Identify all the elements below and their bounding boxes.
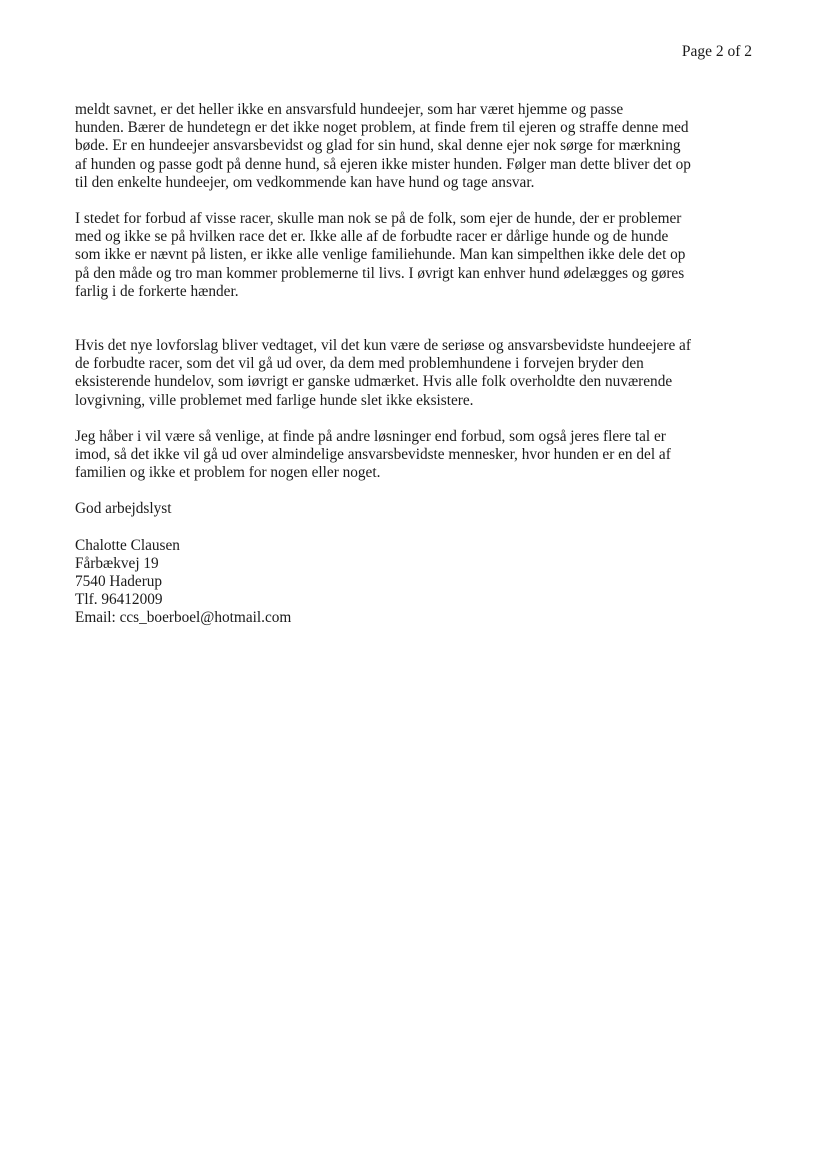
text-line: af hunden og passe godt på denne hund, så ejeren ikke mister hunden. Følger man dette bliver det op	[75, 155, 691, 173]
sender-email: Email: ccs_boerboel@hotmail.com	[75, 609, 292, 627]
text-line: meldt savnet, er det heller ikke en ansvarsfuld hundeejer, som har været hjemme og passe	[75, 101, 624, 118]
text-line: farlig i de forkerte hænder.	[75, 282, 239, 300]
text-line: hunden. Bærer de hundetegn er det ikke noget problem, at finde frem til ejeren og straffe denne med	[75, 119, 689, 137]
text-line: familien og ikke et problem for nogen eller noget.	[75, 464, 381, 482]
text-line: Jeg håber i vil være så venlige, at finde på andre løsninger end forbud, som også jeres flere tal er	[75, 427, 666, 445]
text-line: imod, så det ikke vil gå ud over almindelige ansvarsbevidste mennesker, hvor hunden er en del af	[75, 446, 671, 464]
letter-body	[75, 101, 765, 628]
text-line: de forbudte racer, som det vil gå ud over, da dem med problemhundene i forvejen bryder den	[75, 355, 644, 373]
page-number: Page 2 of 2	[681, 43, 752, 60]
text-line: bøde. Er en hundeejer ansvarsbevidst og glad for sin hund, skal denne ejer nok sørge for mærkning	[75, 137, 681, 155]
text-line: eksisterende hundelov, som iøvrigt er ganske udmærket. Hvis alle folk overholdte den nuværende	[75, 373, 673, 391]
text-line: lovgivning, ville problemet med farlige hunde slet ikke eksistere.	[75, 391, 474, 409]
paragraph-2	[75, 210, 765, 301]
text-line: God arbejdslyst	[75, 500, 172, 518]
sender-name: Chalotte Clausen	[75, 536, 180, 554]
text-line: som ikke er nævnt på listen, er ikke alle venlige familiehunde. Man kan simpelthen ikke dele det op	[75, 246, 686, 264]
text-line: I stedet for forbud af visse racer, skulle man nok se på de folk, som ejer de hunde, der er problemer	[75, 210, 682, 228]
sender-phone: Tlf. 96412009	[75, 591, 163, 609]
text-line: til den enkelte hundeejer, om vedkommende kan have hund og tage ansvar.	[75, 173, 535, 191]
signature-block	[75, 537, 765, 628]
paragraph-1	[75, 101, 765, 192]
text-line: på den måde og tro man kommer problemerne til livs. I øvrigt kan enhver hund ødelægges og gøres	[75, 264, 685, 282]
paragraph-3	[75, 337, 765, 410]
sender-street: Fårbækvej 19	[75, 554, 159, 572]
text-line: Hvis det nye lovforslag bliver vedtaget, vil det kun være de seriøse og ansvarsbevidste hundeejere af	[75, 337, 691, 355]
text-line: med og ikke se på hvilken race det er. Ikke alle af de forbudte racer er dårlige hunde og de hunde	[75, 228, 669, 246]
paragraph-4	[75, 428, 765, 483]
sender-city: 7540 Haderup	[75, 573, 163, 591]
closing-greeting	[75, 500, 765, 518]
